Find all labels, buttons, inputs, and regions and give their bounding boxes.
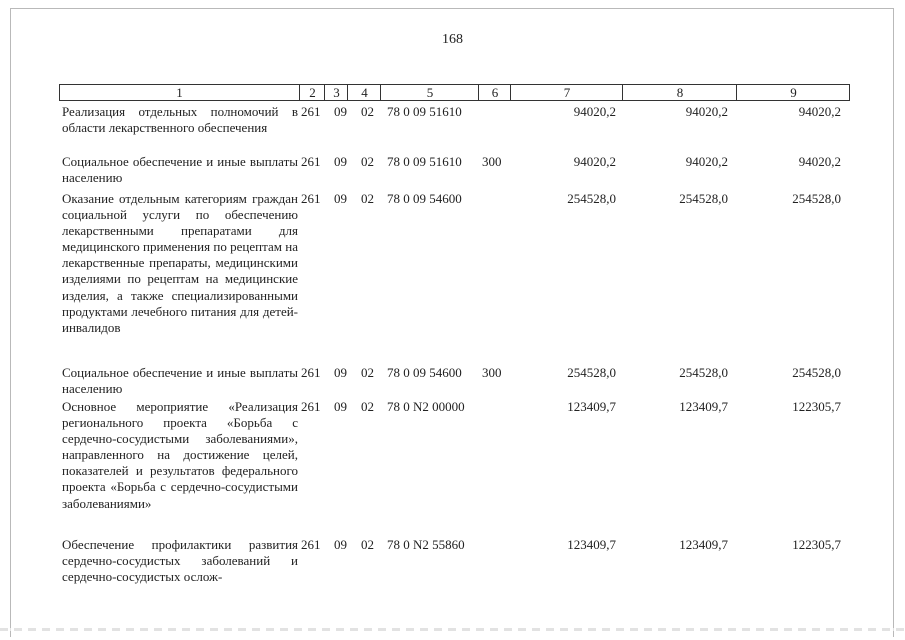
- row-name: Социальное обеспечение и иные выплаты населению: [62, 154, 298, 186]
- cell-code-3: 09: [334, 154, 347, 169]
- cell-code-3: 09: [334, 399, 347, 414]
- cell-value-8: 123409,7: [679, 537, 728, 552]
- row-name: Основное мероприятие «Реализация регионального проекта «Борьба с сердечно-сосудистыми заболеваниями», направленного на достижение целей, показателей и результатов федерального проекта «Борьба с сердечно-сосудистыми заболеваниями»: [62, 399, 298, 511]
- header-col-6: 6: [478, 85, 511, 100]
- cell-code-6: 300: [482, 154, 502, 169]
- cell-code-4: 02: [361, 365, 374, 380]
- cell-code-5: 78 0 09 51610: [387, 104, 462, 119]
- header-col-7: 7: [510, 85, 623, 100]
- header-col-5: 5: [380, 85, 479, 100]
- cell-value-8: 94020,2: [685, 104, 728, 119]
- cell-code-3: 09: [334, 191, 347, 206]
- header-col-9: 9: [736, 85, 850, 100]
- header-col-3: 3: [324, 85, 348, 100]
- cell-value-9: 254528,0: [792, 191, 841, 206]
- cell-code-6: 300: [482, 365, 502, 380]
- cell-value-7: 254528,0: [567, 365, 616, 380]
- cell-code-3: 09: [334, 365, 347, 380]
- cell-value-7: 123409,7: [567, 537, 616, 552]
- cell-value-7: 94020,2: [573, 104, 616, 119]
- cell-value-8: 254528,0: [679, 191, 728, 206]
- cell-code-2: 261: [301, 154, 321, 169]
- row-name: Оказание отдельным категориям граждан социальной услуги по обеспечению лекарственными препаратами для медицинского применения по рецептам на лекарственные препараты, медицинскими изделиями по рецептам на медицинские изделия, а также специализированными продуктами лечебного питания для детей-инвалидов: [62, 191, 298, 335]
- header-col-1: 1: [176, 85, 183, 100]
- table-header: [59, 84, 850, 101]
- header-col-8: 8: [622, 85, 737, 100]
- cell-code-2: 261: [301, 399, 321, 414]
- cell-value-9: 254528,0: [792, 365, 841, 380]
- cell-code-3: 09: [334, 537, 347, 552]
- scan-artifact: [0, 628, 905, 631]
- cell-code-2: 261: [301, 104, 321, 119]
- cell-value-7: 94020,2: [573, 154, 616, 169]
- row-name: Социальное обеспечение и иные выплаты населению: [62, 365, 298, 397]
- cell-value-9: 122305,7: [792, 399, 841, 414]
- cell-value-7: 123409,7: [567, 399, 616, 414]
- page-number: 168: [442, 32, 463, 47]
- cell-value-8: 123409,7: [679, 399, 728, 414]
- row-name: Реализация отдельных полномочий в области лекарственного обеспечения: [62, 104, 298, 136]
- cell-value-7: 254528,0: [567, 191, 616, 206]
- cell-code-2: 261: [301, 191, 321, 206]
- cell-code-5: 78 0 N2 00000: [387, 399, 465, 414]
- cell-code-4: 02: [361, 537, 374, 552]
- cell-code-5: 78 0 N2 55860: [387, 537, 465, 552]
- cell-value-8: 254528,0: [679, 365, 728, 380]
- cell-code-4: 02: [361, 399, 374, 414]
- header-col-2: 2: [299, 85, 325, 100]
- cell-code-5: 78 0 09 54600: [387, 365, 462, 380]
- cell-value-9: 122305,7: [792, 537, 841, 552]
- cell-code-5: 78 0 09 54600: [387, 191, 462, 206]
- cell-code-4: 02: [361, 154, 374, 169]
- cell-value-8: 94020,2: [685, 154, 728, 169]
- cell-code-4: 02: [361, 104, 374, 119]
- row-name: Обеспечение профилактики развития сердечно-сосудистых заболеваний и сердечно-сосудистых ослож-: [62, 537, 298, 585]
- header-col-4: 4: [347, 85, 381, 100]
- cell-code-2: 261: [301, 365, 321, 380]
- cell-value-9: 94020,2: [798, 154, 841, 169]
- cell-code-3: 09: [334, 104, 347, 119]
- cell-code-5: 78 0 09 51610: [387, 154, 462, 169]
- cell-value-9: 94020,2: [798, 104, 841, 119]
- cell-code-4: 02: [361, 191, 374, 206]
- cell-code-2: 261: [301, 537, 321, 552]
